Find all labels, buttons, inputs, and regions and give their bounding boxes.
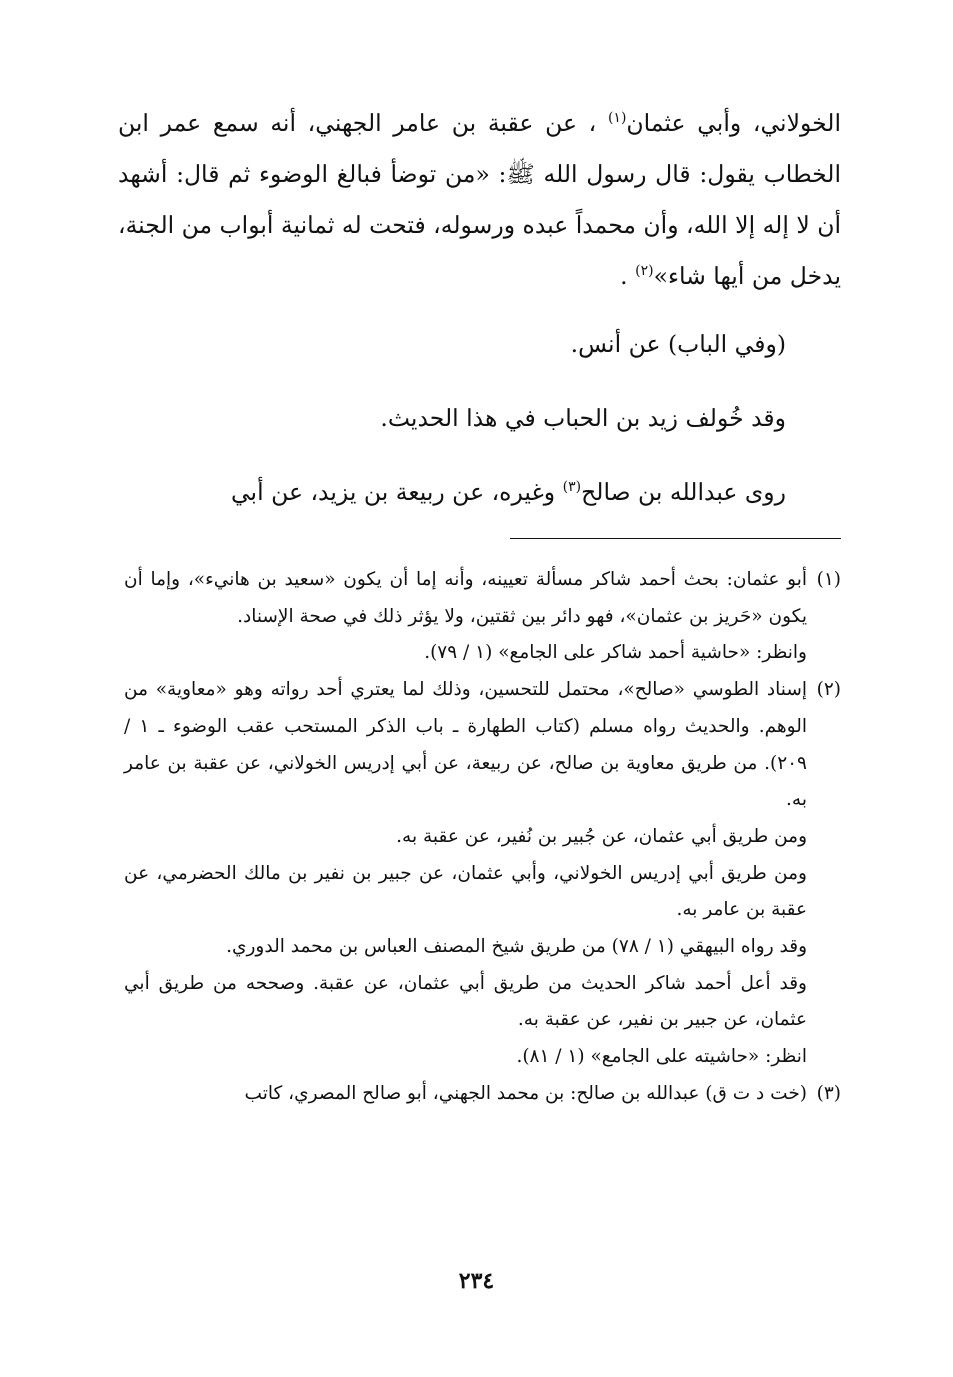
paragraph-text: ، عن عقبة بن عامر الجهني، أنه سمع عمر ابن الخطاب يقول: قال رسول الله ﷺ: «من توضأ فبالغ الوضوء ثم قال: أشهد أن لا إله إلا الله، وأن محمداً عبده ورسوله، فتحت له ثمانية أبواب من الجنة، يدخل من أيها شاء» — [118, 109, 841, 290]
paragraph-text: . — [620, 262, 636, 290]
footnote-line: وقد رواه البيهقي (١ / ٧٨) من طريق شيخ المصنف العباس بن محمد الدوري. — [226, 936, 807, 958]
paragraph-text: الخولاني، وأبي عثمان — [626, 109, 841, 137]
footnote-ref-1: (١) — [607, 110, 627, 127]
paragraph-hadith — [118, 98, 841, 302]
footnote-line: (خت د ت ق) عبدالله بن صالح: بن محمد الجهني، أبو صالح المصري، كاتب — [244, 1082, 807, 1104]
footnote-line: ومن طريق أبي إدريس الخولاني، وأبي عثمان، عن جبير بن نفير بن مالك الحضرمي، عن عقبة بن عامر به. — [124, 862, 807, 921]
footnote-line: ومن طريق أبي عثمان، عن جُبير بن نُفير، عن عقبة به. — [396, 825, 807, 847]
footnote-line: أبو عثمان: بحث أحمد شاكر مسألة تعيينه، وأنه إما أن يكون «سعيد بن هانيء»، وإما أن يكون «حَريز بن عثمان»، فهو دائر بين ثقتين، ولا يؤثر ذلك في صحة الإسناد. — [124, 569, 807, 627]
paragraph-khulif: وقد خُولف زيد بن الحباب في هذا الحديث. — [380, 404, 786, 432]
footnote-ref-2: (٢) — [635, 263, 654, 280]
footnote-line: إسناد الطوسي «صالح»، محتمل للتحسين، وذلك لما يعتري أحد رواته وهو «معاوية» من الوهم. والحديث رواه مسلم (كتاب الطهارة ـ باب الذكر المستحب عقب الوضوء ـ ١ / ٢٠٩). من طريق معاوية بن صالح، عن ربيعة، عن أبي إدريس الخولاني، عن عقبة بن عامر به. — [124, 679, 807, 811]
footnotes — [124, 562, 841, 1113]
paragraph-text: وغيره، عن ربيعة بن يزيد، عن أبي — [230, 478, 563, 506]
footnote-line: وقد أعل أحمد شاكر الحديث من طريق أبي عثمان، عن عقبة. وصححه من طريق أبي عثمان، عن جبير بن نفير، عن عقبة به. — [124, 972, 807, 1031]
page-number: ٢٣٤ — [458, 1268, 495, 1294]
footnote-line: وانظر: «حاشية أحمد شاكر على الجامع» (١ / ٧٩). — [424, 642, 807, 664]
footnote-ref-3: (٣) — [562, 479, 582, 496]
paragraph-rawa — [118, 467, 841, 518]
footnote-1 — [124, 562, 841, 672]
paragraph-bab: (وفي الباب) عن أنس. — [570, 330, 786, 358]
paragraph-text: روى عبدالله بن صالح — [581, 478, 786, 506]
footnote-number: (٣) — [816, 1082, 841, 1104]
footnote-3 — [124, 1076, 841, 1113]
main-text — [118, 98, 841, 518]
footnote-line: انظر: «حاشيته على الجامع» (١ / ٨١). — [516, 1046, 807, 1068]
footnote-number: (٢) — [816, 679, 841, 701]
footnote-number: (١) — [816, 569, 841, 590]
footnote-2 — [124, 672, 841, 1076]
footnote-separator — [510, 538, 841, 539]
